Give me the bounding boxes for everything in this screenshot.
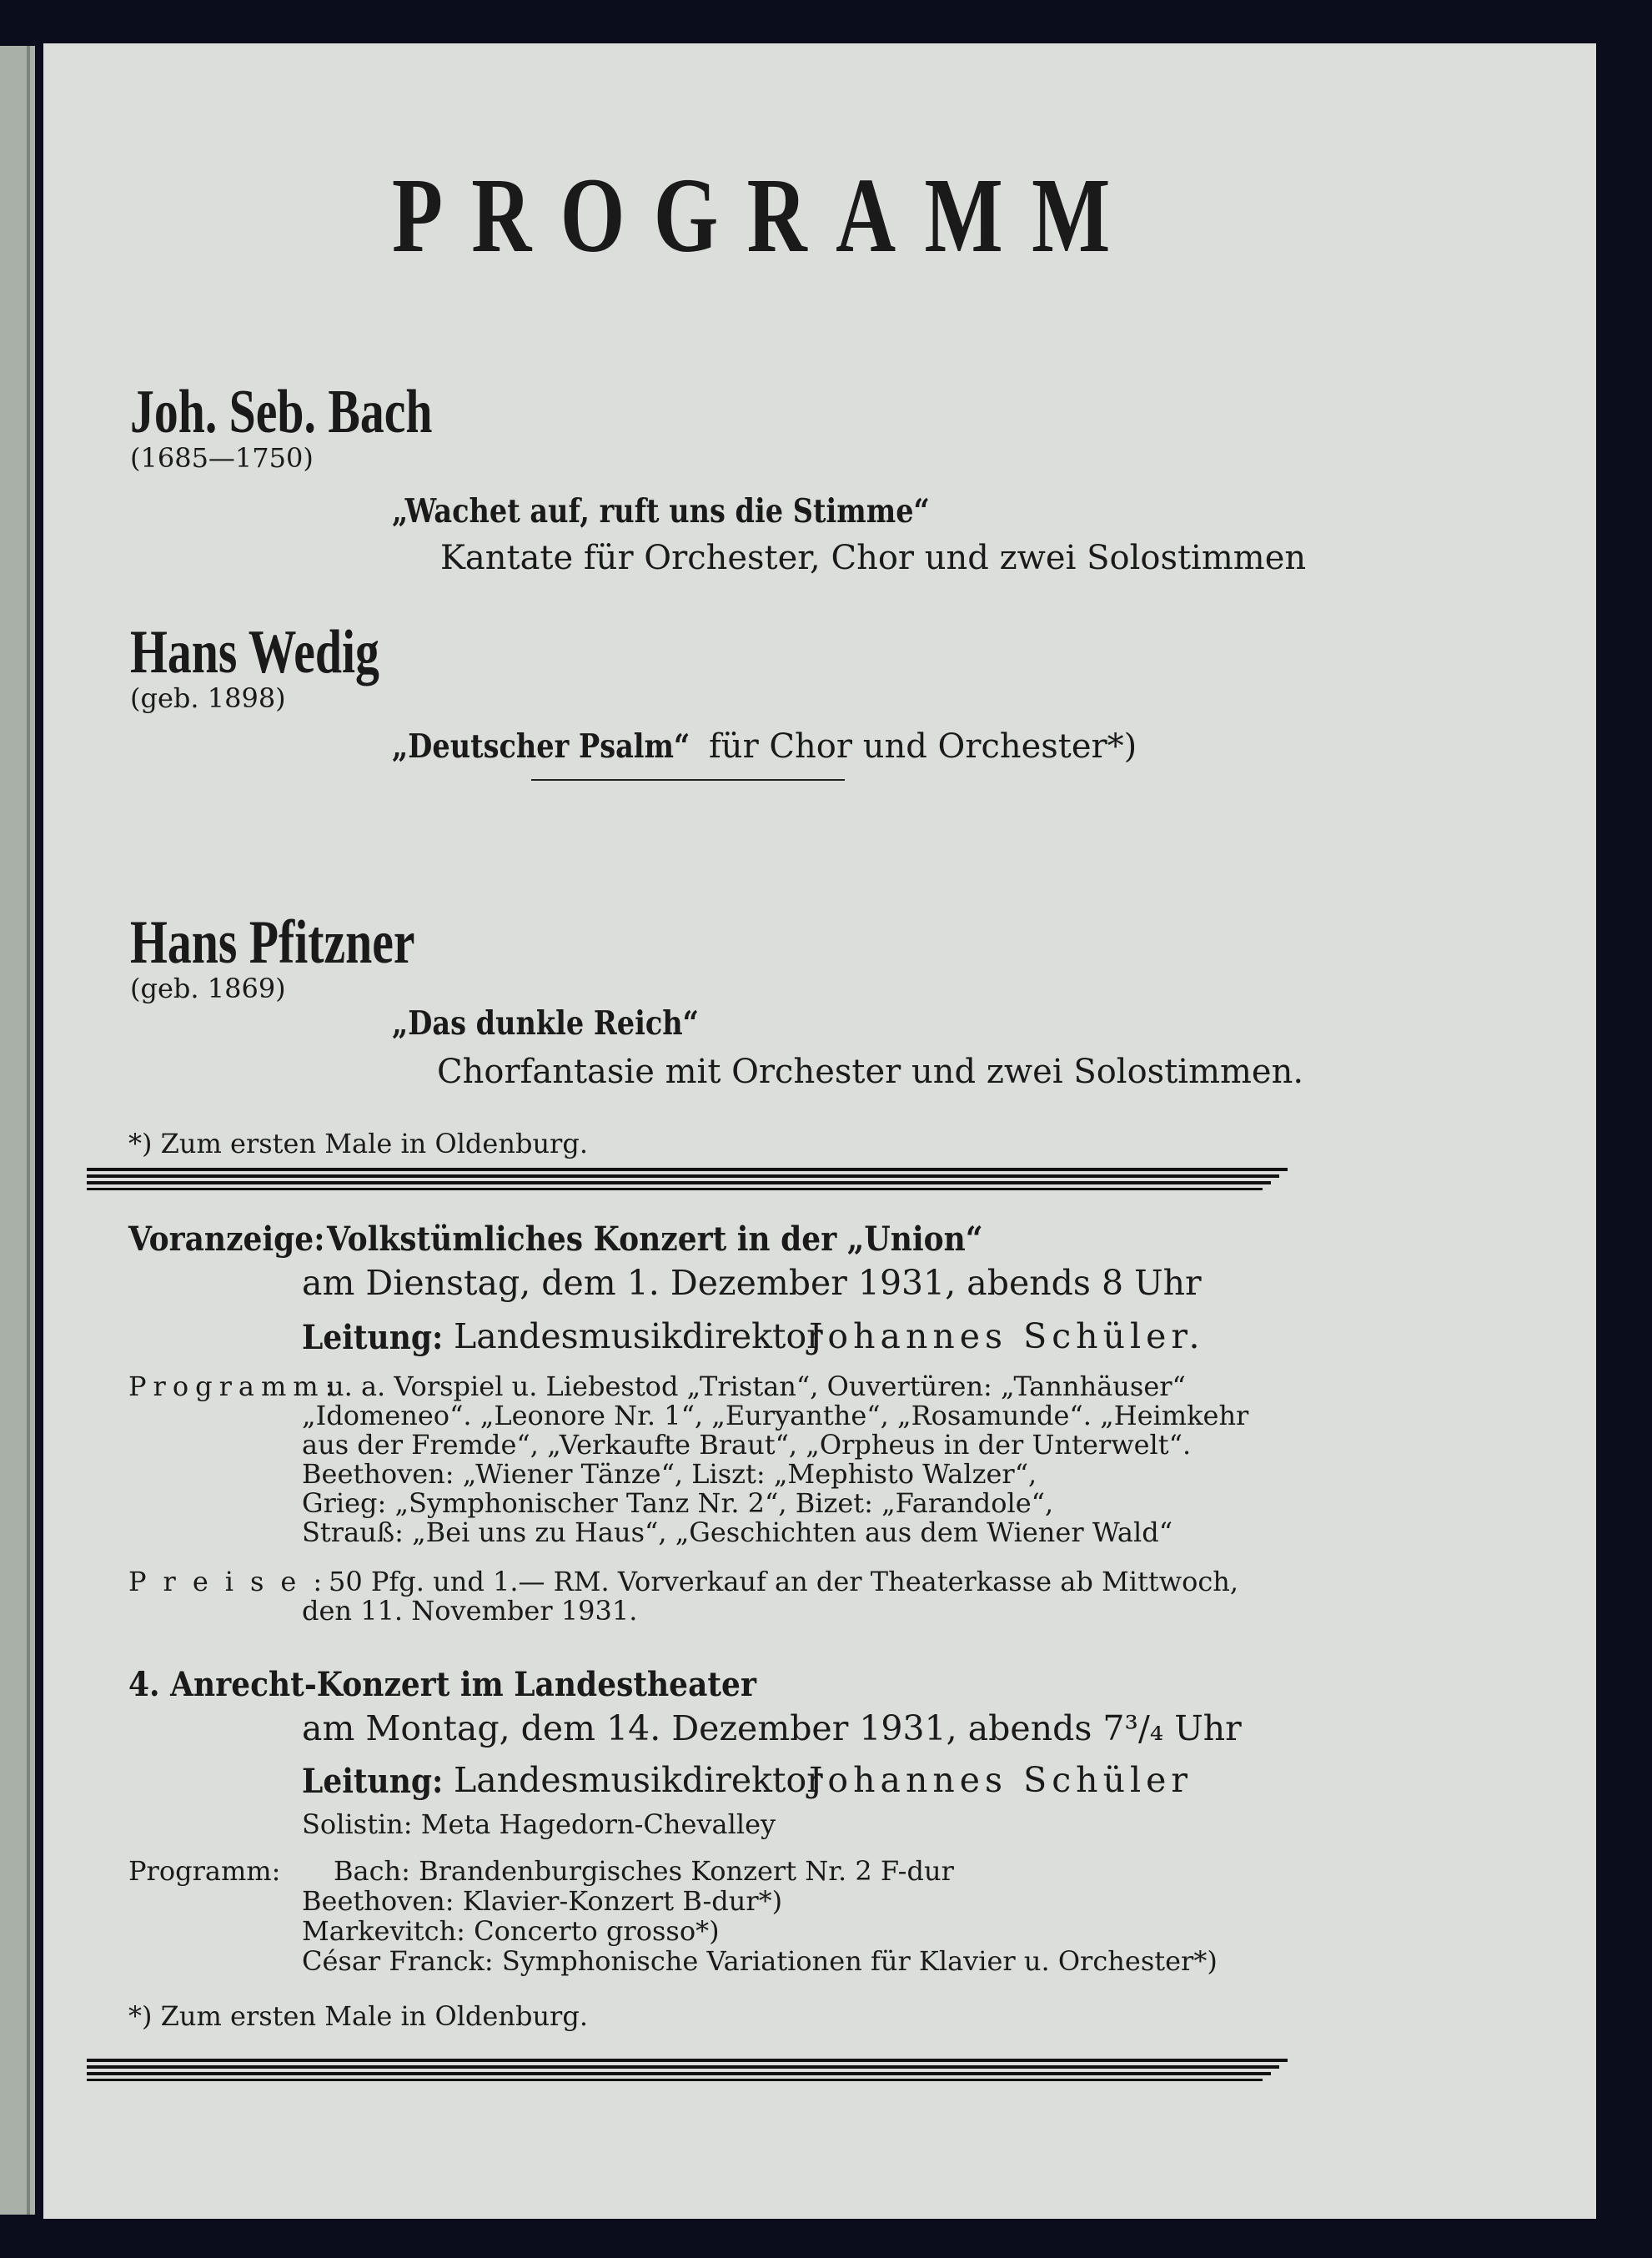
programm-line: César Franck: Symphonische Variationen für Klavier u. Orchester*) (302, 1945, 1218, 1977)
concert-heading: 4. Anrecht-Konzert im Landestheater (128, 1665, 756, 1704)
announcement-label: Voranzeige: (128, 1220, 325, 1259)
programm-line: Grieg: „Symphonischer Tanz Nr. 2“, Bizet: „Farandole“, (302, 1487, 1054, 1519)
conductor-role: Landesmusikdirektor (454, 1316, 823, 1356)
conductor-name: Johannes Schüler (809, 1760, 1193, 1800)
programm-line: Bach: Brandenburgisches Konzert Nr. 2 F-dur (334, 1855, 954, 1887)
work-title: „Das dunkle Reich“ (392, 1004, 699, 1043)
programm-line: Beethoven: Klavier-Konzert B-dur*) (302, 1885, 783, 1917)
footnote: *) Zum ersten Male in Oldenburg. (128, 2000, 588, 2032)
work-title: „Deutscher Psalm“ (392, 727, 690, 766)
programm-line: „Idomeneo“. „Leonore Nr. 1“, „Euryanthe“, „Rosamunde“. „Heimkehr (302, 1400, 1249, 1431)
programm-line: u. a. Vorspiel u. Liebestod „Tristan“, Ouvertüren: „Tannhäuser“ (327, 1370, 1186, 1402)
work-description: Kantate für Orchester, Chor und zwei Solostimmen (440, 539, 1307, 577)
composer-name: Hans Wedig (130, 618, 379, 686)
soloist: Solistin: Meta Hagedorn-Chevalley (302, 1808, 776, 1840)
concert-date: am Dienstag, dem 1. Dezember 1931, abends 8 Uhr (302, 1263, 1202, 1303)
conductor-name: Johannes Schüler. (809, 1316, 1205, 1356)
programm-label: Programm: (128, 1855, 281, 1887)
leitung-label: Leitung: (302, 1762, 444, 1801)
section-divider (531, 779, 845, 781)
preise-line: den 11. November 1931. (302, 1595, 638, 1627)
footnote: *) Zum ersten Male in Oldenburg. (128, 1128, 588, 1159)
page-title: PROGRAMM (392, 156, 1139, 274)
programm-line: Strauß: „Bei uns zu Haus“, „Geschichten aus dem Wiener Wald“ (302, 1516, 1173, 1548)
composer-name: Hans Pfitzner (130, 908, 415, 977)
announcement-heading: Volkstümliches Konzert in der „Union“ (327, 1220, 983, 1259)
composer-dates: (geb. 1898) (130, 682, 286, 714)
programm-line: Markevitch: Concerto grosso*) (302, 1915, 720, 1947)
programm-line: aus der Fremde“, „Verkaufte Braut“, „Orpheus in der Unterwelt“. (302, 1429, 1192, 1461)
composer-dates: (1685—1750) (130, 442, 314, 474)
work-title: „Wachet auf, ruft uns die Stimme“ (392, 492, 930, 531)
preise-line: 50 Pfg. und 1.— RM. Vorverkauf an der Theaterkasse ab Mittwoch, (329, 1566, 1239, 1597)
work-description: für Chor und Orchester*) (709, 727, 1137, 766)
preise-label: Preise: (128, 1566, 339, 1597)
work-description: Chorfantasie mit Orchester und zwei Solostimmen. (437, 1053, 1304, 1091)
double-rule (87, 1166, 1288, 1194)
composer-dates: (geb. 1869) (130, 973, 286, 1004)
composer-name: Joh. Seb. Bach (130, 378, 433, 446)
conductor-role: Landesmusikdirektor (454, 1760, 823, 1800)
concert-date: am Montag, dem 14. Dezember 1931, abends 7³/₄ Uhr (302, 1708, 1242, 1748)
double-rule (87, 2057, 1288, 2085)
leitung-label: Leitung: (302, 1318, 444, 1357)
programm-line: Beethoven: „Wiener Tänze“, Liszt: „Mephisto Walzer“, (302, 1458, 1037, 1490)
book-spine-edge (0, 46, 35, 2215)
programm-label: Programm: (128, 1370, 341, 1402)
